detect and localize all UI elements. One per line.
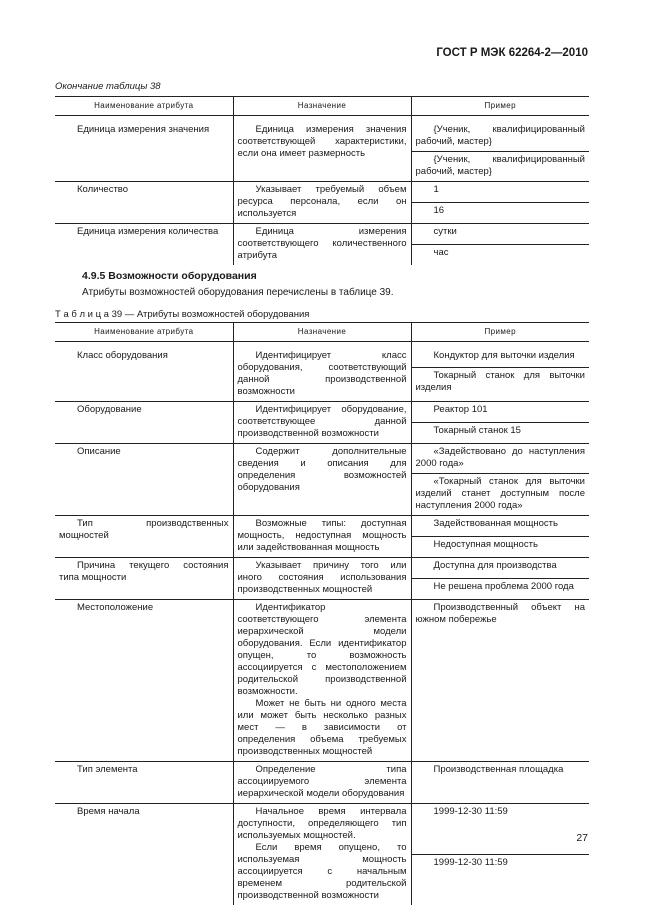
table-row xyxy=(55,182,589,203)
attribute-purpose xyxy=(233,804,411,906)
table-caption: Т а б л и ц а 39 — Атрибуты возможностей оборудования xyxy=(55,309,310,320)
attribute-name: Тип производственных мощностей xyxy=(55,516,233,558)
attribute-purpose: Определение типа ассоциируемого элемента иерархической модели оборудования xyxy=(233,762,411,804)
column-header-example: Пример xyxy=(411,323,589,342)
table-row xyxy=(55,762,589,804)
section-heading: 4.9.5 Возможности оборудования xyxy=(82,270,257,282)
column-header-name: Наименование атрибута xyxy=(55,323,233,342)
attribute-purpose: Идентифицирует класс оборудования, соответствующий данной производственной возможности xyxy=(233,348,411,402)
example-value: Кондуктор для выточки изделия xyxy=(411,348,589,368)
purpose-paragraph: Может не быть ни одного места или может быть несколько разных мест — в зависимости от определения объема требуемых производственных мощностей xyxy=(237,698,407,757)
example-value: Токарный станок для выточки изделия xyxy=(415,370,585,394)
example-value: Задействованная мощность xyxy=(411,516,589,537)
attribute-purpose xyxy=(233,600,411,762)
example-value: Реактор 101 xyxy=(411,402,589,423)
column-header-name: Наименование атрибута xyxy=(55,97,233,116)
table-row xyxy=(55,516,589,537)
example-value: «Токарный станок для выточки изделий станет доступным после наступления 2000 года» xyxy=(415,476,585,511)
attribute-name: Единица измерения значения xyxy=(55,122,233,182)
example-value: 1999-12-30 11:59 xyxy=(411,804,589,855)
example-value: {Ученик, квалифицированный рабочий, мастер} xyxy=(415,154,585,177)
standard-designation: ГОСТ Р МЭК 62264-2—2010 xyxy=(436,47,588,59)
attribute-name: Единица измерения количества xyxy=(55,224,233,266)
example-value: Производственный объект на южном побережье xyxy=(411,600,589,762)
example-value: Производственная площадка xyxy=(411,762,589,804)
example-value: Токарный станок 15 xyxy=(433,425,521,436)
attribute-name: Местоположение xyxy=(55,600,233,762)
section-intro: Атрибуты возможностей оборудования перечислены в таблице 39. xyxy=(82,287,394,298)
attribute-name: Описание xyxy=(55,444,233,516)
attribute-purpose: Возможные типы: доступная мощность, недоступная мощность или задействованная мощность xyxy=(233,516,411,558)
example-value: 16 xyxy=(433,205,445,216)
purpose-paragraph: Начальное время интервала доступности, определяющего тип используемых мощностей. xyxy=(237,806,407,841)
example-value: {Ученик, квалифицированный рабочий, мастер} xyxy=(411,122,589,152)
attribute-name: Время начала xyxy=(55,804,233,906)
example-value: Недоступная мощность xyxy=(433,539,538,550)
example-value: Не решена проблема 2000 года xyxy=(433,581,574,592)
column-header-example: Пример xyxy=(411,97,589,116)
table-row xyxy=(55,804,589,855)
column-header-purpose: Назначение xyxy=(233,323,411,342)
example-value: «Задействовано до наступления 2000 года» xyxy=(411,444,589,474)
attribute-purpose: Указывает требуемый объем ресурса персонала, если он используется xyxy=(233,182,411,224)
attribute-purpose: Содержит дополнительные сведения и описания для определения возможностей оборудования xyxy=(233,444,411,516)
table-row xyxy=(55,402,589,423)
attribute-purpose: Единица измерения соответствующего количественного атрибута xyxy=(233,224,411,266)
attribute-name: Количество xyxy=(55,182,233,224)
table-38 xyxy=(55,96,589,265)
attribute-purpose: Идентифицирует оборудование, соответствующее данной производственной возможности xyxy=(233,402,411,444)
table-row xyxy=(55,558,589,579)
example-value: Доступна для производства xyxy=(411,558,589,579)
table-row xyxy=(55,122,589,152)
example-value: час xyxy=(433,247,449,259)
table-row xyxy=(55,600,589,762)
table-row xyxy=(55,224,589,245)
example-value: сутки xyxy=(411,224,589,245)
attribute-name: Класс оборудования xyxy=(55,348,233,402)
attribute-purpose: Указывает причину того или иного состояния использования производственных мощностей xyxy=(233,558,411,600)
attribute-purpose: Единица измерения значения соответствующей характеристики, если она имеет размерность xyxy=(233,122,411,182)
table-row xyxy=(55,444,589,474)
attribute-name: Тип элемента xyxy=(55,762,233,804)
purpose-paragraph: Идентификатор соответствующего элемента иерархической модели оборудования. Если идентификатор опущен, то возможность ассоциируется с местоположением родительской производственной возможности. xyxy=(237,602,407,697)
column-header-purpose: Назначение xyxy=(233,97,411,116)
table-39 xyxy=(55,322,589,905)
purpose-paragraph: Если время опущено, то используемая мощность ассоциируется с начальным временем родительской производственной возможности xyxy=(237,842,407,901)
example-value: 1999-12-30 11:59 xyxy=(433,857,508,869)
table-row xyxy=(55,348,589,368)
continuation-caption: Окончание таблицы 38 xyxy=(55,81,161,92)
page-number: 27 xyxy=(576,832,588,844)
example-value: 1 xyxy=(411,182,589,203)
attribute-name: Оборудование xyxy=(55,402,233,444)
attribute-name: Причина текущего состояния типа мощности xyxy=(55,558,233,600)
